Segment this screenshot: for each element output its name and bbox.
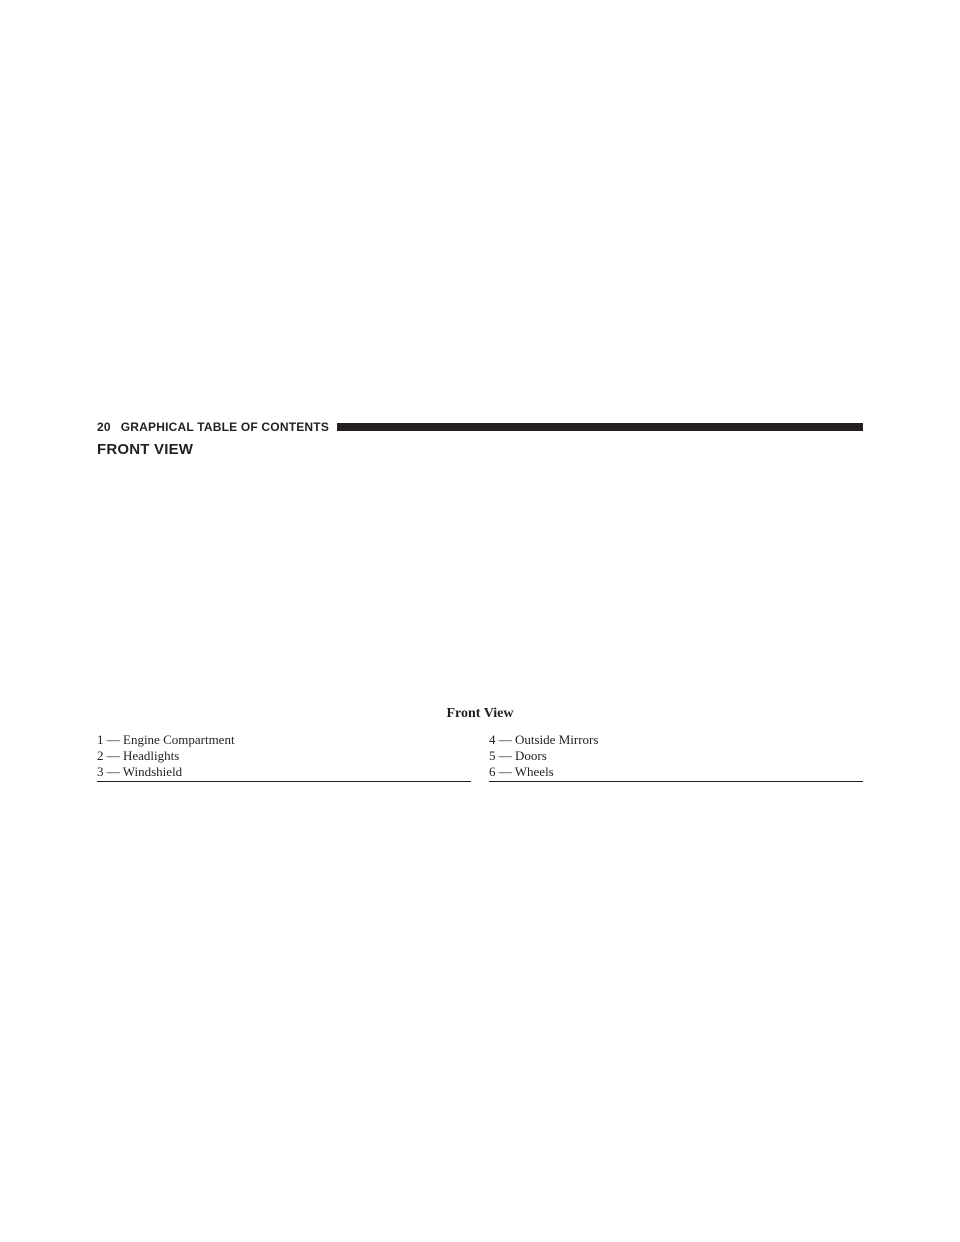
legend-item: 2 — Headlights: [97, 748, 180, 763]
header-rule-bar: [337, 423, 863, 431]
figure-caption: Front View: [446, 706, 514, 721]
figure-image-area: [97, 470, 863, 695]
running-title: GRAPHICAL TABLE OF CONTENTS: [120, 420, 330, 434]
legend-item: 5 — Doors: [489, 748, 547, 763]
legend-right-column: [489, 732, 863, 782]
page-number: 20: [97, 420, 111, 434]
legend-left-column: [97, 732, 471, 782]
legend-item: 3 — Windshield: [97, 764, 183, 779]
legend-item: 4 — Outside Mirrors: [489, 732, 599, 747]
section-title: FRONT VIEW: [97, 441, 194, 458]
legend-item: 1 — Engine Compartment: [97, 732, 235, 747]
legend-item: 6 — Wheels: [489, 764, 554, 779]
page-header: [97, 420, 863, 434]
